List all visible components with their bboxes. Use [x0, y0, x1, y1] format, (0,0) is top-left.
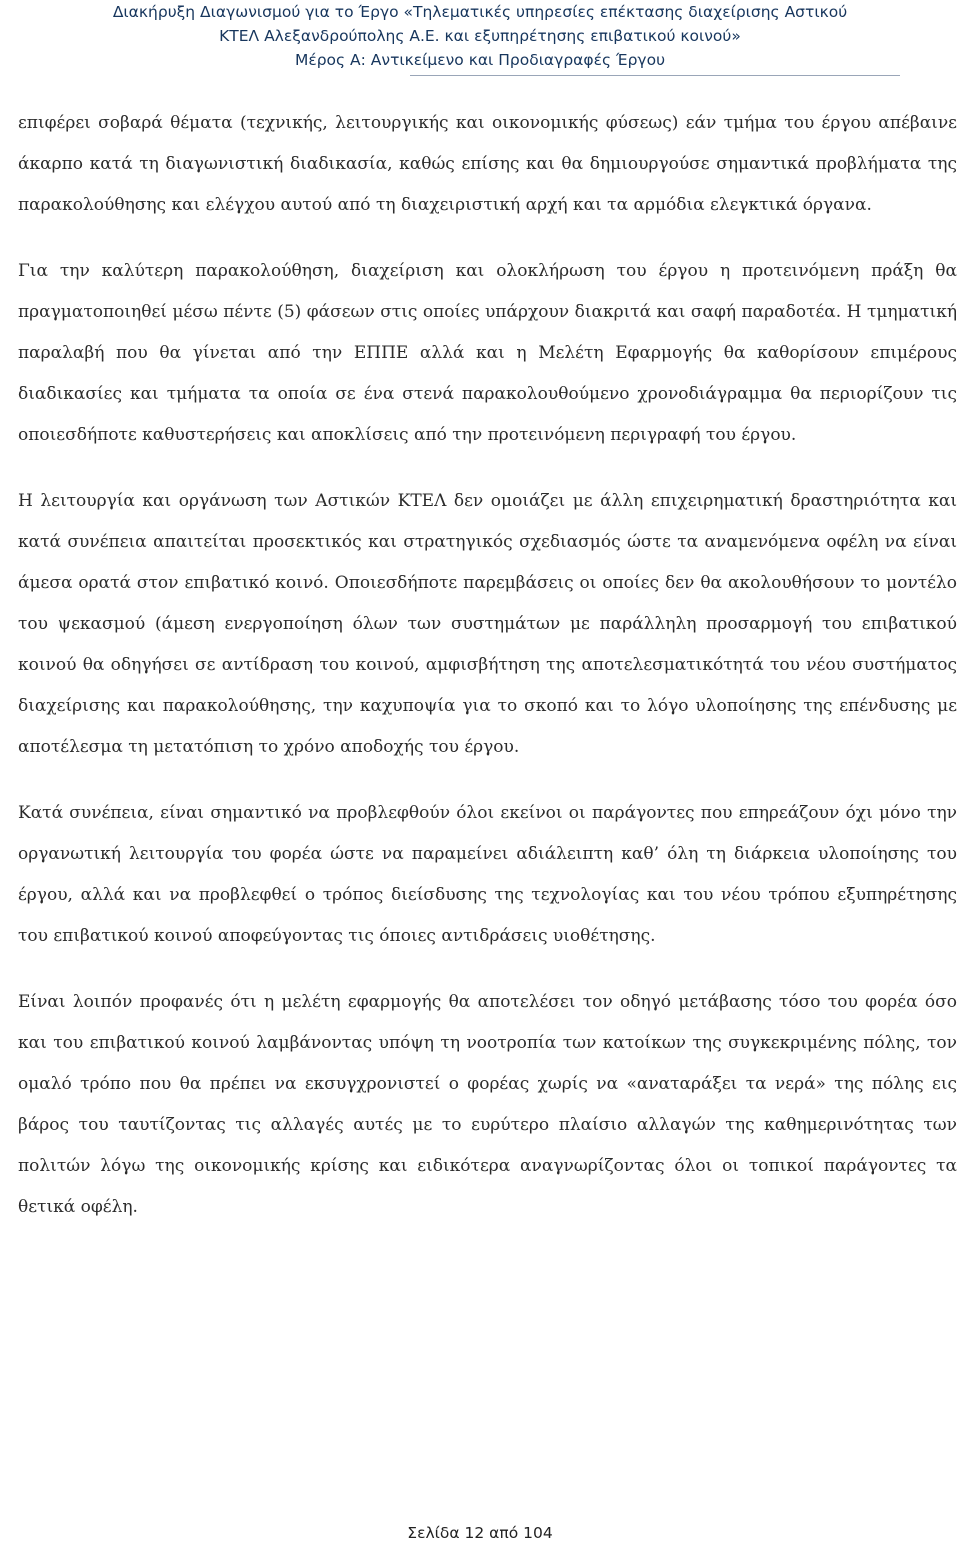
paragraph-spacer: [18, 957, 957, 982]
header-section-line: Μέρος Α: Αντικείμενο και Προδιαγραφές Έργου: [294, 51, 666, 69]
header-title-line-2: ΚΤΕΛ Αλεξανδρούπολης Α.Ε. και εξυπηρέτησης επιβατικού κοινού»: [219, 27, 741, 45]
header-divider: [410, 75, 900, 76]
document-body: [18, 103, 957, 1228]
body-paragraph-1: επιφέρει σοβαρά θέματα (τεχνικής, λειτουργικής και οικονομικής φύσεως) εάν τμήμα του έργου απέβαινε άκαρπο κατά τη διαγωνιστική διαδικασία, καθώς επίσης και θα δημιουργούσε σημαντικά προβλήματα της παρακολούθησης και ελέγχου αυτού από τη διαχειριστική αρχή και τα αρμόδια ελεγκτικά όργανα.: [18, 113, 957, 215]
body-paragraph-2: Για την καλύτερη παρακολούθηση, διαχείριση και ολοκλήρωση του έργου η προτεινόμενη πράξη θα πραγματοποιηθεί μέσω πέντε (5) φάσεων στις οποίες υπάρχουν διακριτά και σαφή παραδοτέα. Η τμηματική παραλαβή που θα γίνεται από την ΕΠΠΕ αλλά και η Μελέτη Εφαρμογής θα καθορίσουν επιμέρους διαδικασίες και τμήματα τα οποία σε ένα στενά παρακολουθούμενο χρονοδιάγραμμα θα περιορίζουν τις οποιεσδήποτε καθυστερήσεις και αποκλίσεις από την προτεινόμενη περιγραφή του έργου.: [18, 261, 957, 445]
body-paragraph-3: Η λειτουργία και οργάνωση των Αστικών ΚΤΕΛ δεν ομοιάζει με άλλη επιχειρηματική δραστηριότητα και κατά συνέπεια απαιτείται προσεκτικός και στρατηγικός σχεδιασμός ώστε τα αναμενόμενα οφέλη να είναι άμεσα ορατά στον επιβατικό κοινό. Οποιεσδήποτε παρεμβάσεις οι οποίες δεν θα ακολουθήσουν το μοντέλο του ψεκασμού (άμεση ενεργοποίηση όλων των συστημάτων με παράλληλη προσαρμογή του επιβατικού κοινού θα οδηγήσει σε αντίδραση του κοινού, αμφισβήτηση της αποτελεσματικότητά του νέου συστήματος διαχείρισης και παρακολούθησης, την καχυποψία για το σκοπό και το λόγο υλοποίησης της επένδυσης με αποτέλεσμα τη μετατόπιση το χρόνο αποδοχής του έργου.: [18, 491, 957, 757]
page-number: Σελίδα 12 από 104: [407, 1524, 553, 1542]
paragraph-spacer: [18, 456, 957, 481]
body-paragraph-4: Κατά συνέπεια, είναι σημαντικό να προβλεφθούν όλοι εκείνοι οι παράγοντες που επηρεάζουν όχι μόνο την οργανωτική λειτουργία του φορέα ώστε να παραμείνει αδιάλειπτη καθ’ όλη τη διάρκεια υλοποίησης του έργου, αλλά και να προβλεφθεί ο τρόπος διείσδυσης της τεχνολογίας και του νέου τρόπου εξυπηρέτησης του επιβατικού κοινού αποφεύγοντας τις όποιες αντιδράσεις υιοθέτησης.: [18, 803, 957, 946]
body-paragraph-5: Είναι λοιπόν προφανές ότι η μελέτη εφαρμογής θα αποτελέσει τον οδηγό μετάβασης τόσο του φορέα όσο και του επιβατικού κοινού λαμβάνοντας υπόψη τη νοοτροπία των κατοίκων της συγκεκριμένης πόλης, τον ομαλό τρόπο που θα πρέπει να εκσυγχρονιστεί ο φορέας χωρίς να «αναταράξει τα νερά» της πόλης εις βάρος του ταυτίζοντας τις αλλαγές αυτές με το ευρύτερο πλαίσιο αλλαγών της καθημερινότητας των πολιτών λόγω της οικονομικής κρίσης και ειδικότερα αναγνωρίζοντας όλοι οι τοπικοί παράγοντες τα θετικά οφέλη.: [18, 992, 957, 1217]
paragraph-spacer: [18, 226, 957, 251]
header-title-line-1: Διακήρυξη Διαγωνισμού για το Έργο «Τηλεματικές υπηρεσίες επέκτασης διαχείρισης Αστικού: [112, 3, 848, 21]
paragraph-spacer: [18, 768, 957, 793]
page-header: [0, 0, 960, 72]
